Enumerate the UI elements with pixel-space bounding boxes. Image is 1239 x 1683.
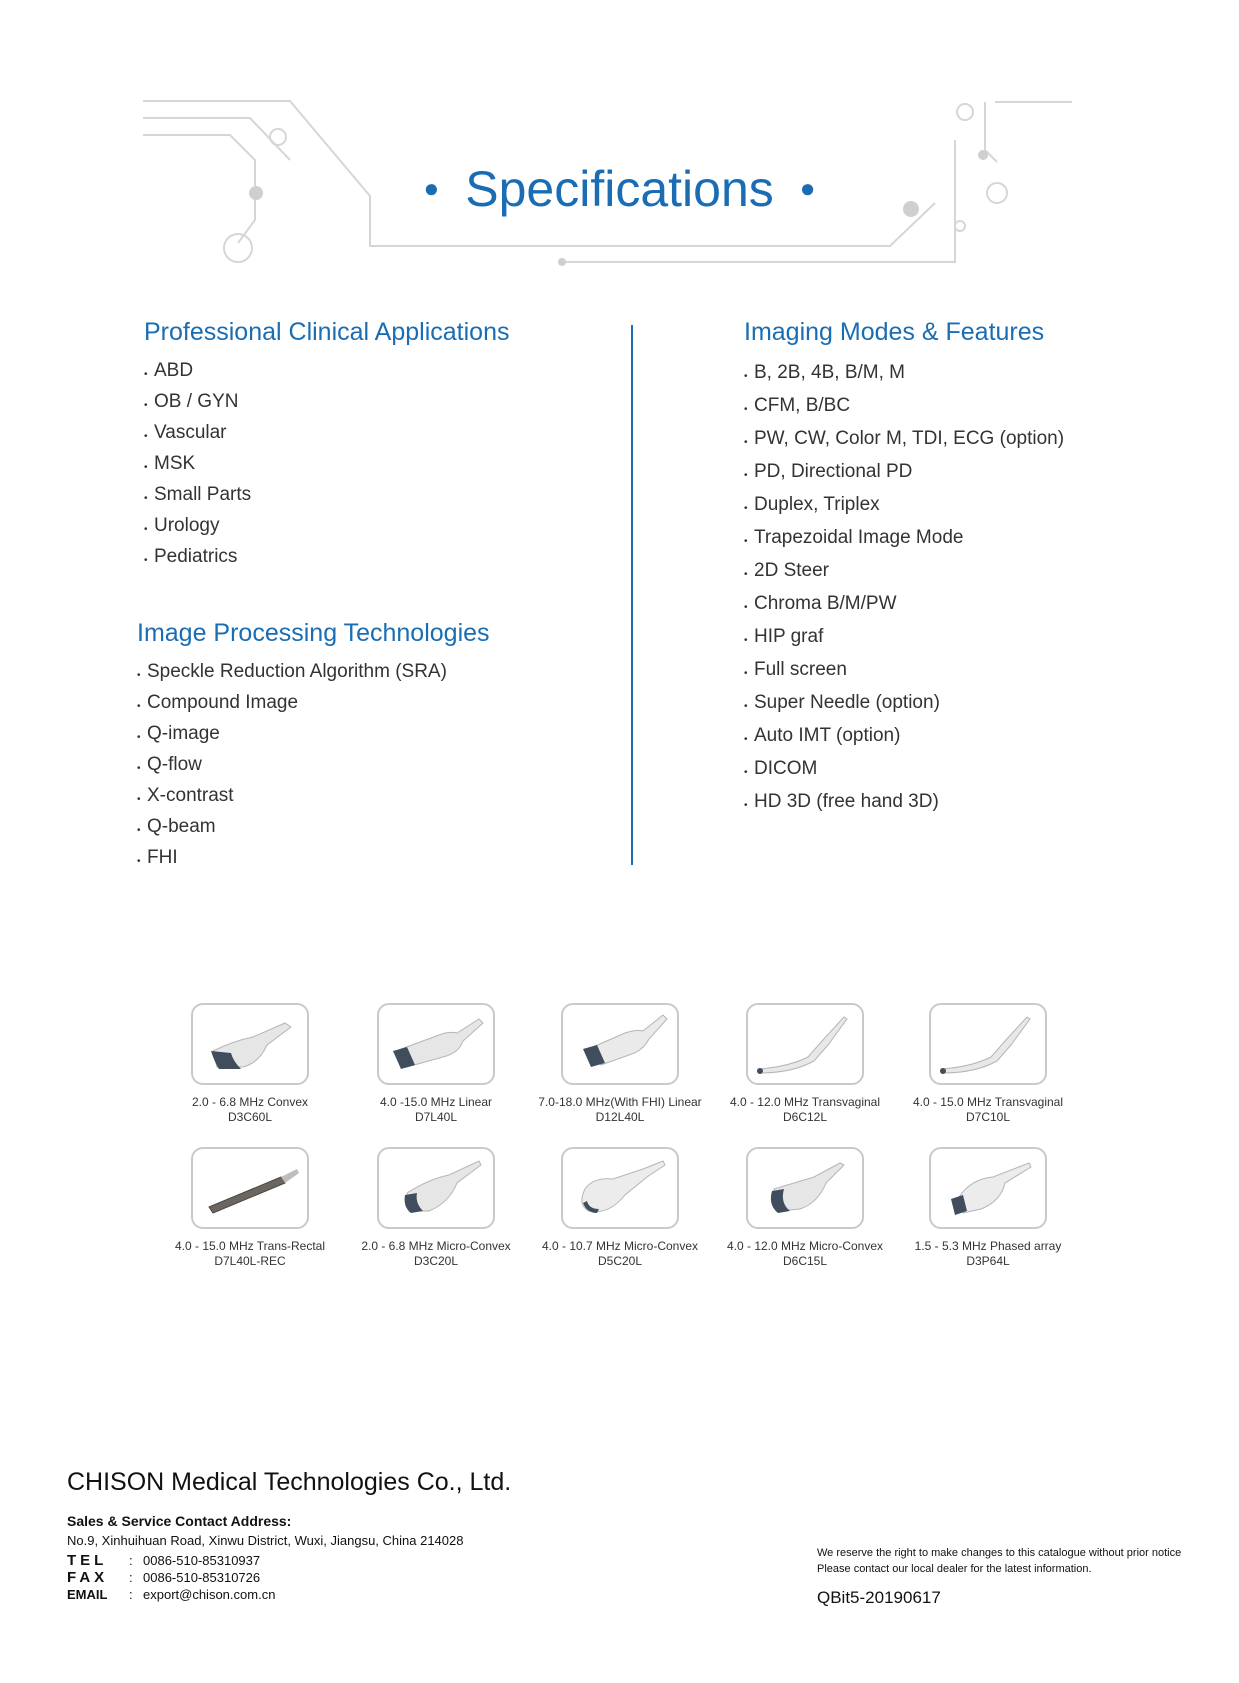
micro-convex-probe-icon	[746, 1147, 864, 1229]
clinical-heading: Professional Clinical Applications	[144, 318, 510, 346]
email-value: export@chison.com.cn	[143, 1587, 276, 1602]
notice-block	[817, 1545, 1181, 1577]
probe-card	[341, 1147, 531, 1269]
tel-label: TEL	[67, 1552, 108, 1569]
transvaginal-probe-icon	[929, 1003, 1047, 1085]
probe-model: D7L40L	[414, 1110, 458, 1124]
list-item: • Chroma B/M/PW	[744, 587, 1064, 620]
transrectal-probe-icon	[191, 1147, 309, 1229]
list-item: • MSK	[144, 448, 251, 479]
list-item: • Full screen	[744, 653, 1064, 686]
notice-line: We reserve the right to make changes to this catalogue without prior notice	[817, 1547, 1182, 1559]
list-item: • Q-image	[137, 718, 447, 749]
list-item: • CFM, B/BC	[744, 389, 1064, 422]
probe-spec: 4.0 - 10.7 MHz Micro-Convex	[541, 1239, 699, 1253]
fax-label: FAX	[67, 1569, 109, 1586]
probe-card	[155, 1147, 345, 1269]
probe-spec: 4.0 - 15.0 MHz Transvaginal	[912, 1095, 1064, 1109]
probe-card	[893, 1147, 1083, 1269]
list-item: • ABD	[144, 355, 251, 386]
page-title-text: Specifications	[465, 161, 774, 217]
page-title	[0, 160, 1239, 218]
probe-spec: 4.0 - 12.0 MHz Transvaginal	[729, 1095, 881, 1109]
clinical-list	[144, 355, 251, 572]
phased-array-probe-icon	[929, 1147, 1047, 1229]
probe-spec: 1.5 - 5.3 MHz Phased array	[914, 1239, 1062, 1253]
title-dot-right-icon: ●	[799, 173, 816, 204]
probe-model: D6C15L	[782, 1254, 828, 1268]
list-item: • Super Needle (option)	[744, 686, 1064, 719]
list-item: • Pediatrics	[144, 541, 251, 572]
list-item: • Urology	[144, 510, 251, 541]
column-divider	[631, 325, 633, 865]
list-item: • Vascular	[144, 417, 251, 448]
list-item: • OB / GYN	[144, 386, 251, 417]
probe-card	[155, 1003, 345, 1125]
probe-model: D12L40L	[595, 1110, 645, 1124]
probe-model: D3P64L	[966, 1254, 1010, 1268]
catalogue-code: QBit5-20190617	[817, 1588, 941, 1607]
list-item: • Trapezoidal Image Mode	[744, 521, 1064, 554]
probe-spec: 4.0 - 15.0 MHz Trans-Rectal	[174, 1239, 326, 1253]
linear-probe-icon	[561, 1003, 679, 1085]
transvaginal-probe-icon	[746, 1003, 864, 1085]
list-item: • X-contrast	[137, 780, 447, 811]
list-item: • Small Parts	[144, 479, 251, 510]
contact-heading: Sales & Service Contact Address:	[67, 1513, 292, 1529]
processing-list	[137, 656, 447, 873]
probe-model: D7L40L-REC	[214, 1254, 286, 1268]
notice-line: Please contact our local dealer for the latest information.	[817, 1563, 1092, 1575]
address: No.9, Xinhuihuan Road, Xinwu District, Wuxi, Jiangsu, China 214028	[67, 1533, 464, 1548]
list-item: • PD, Directional PD	[744, 455, 1064, 488]
list-item: • HIP graf	[744, 620, 1064, 653]
micro-convex-probe-icon	[561, 1147, 679, 1229]
probe-model: D6C12L	[782, 1110, 828, 1124]
linear-probe-icon	[377, 1003, 495, 1085]
probe-card	[341, 1003, 531, 1125]
title-dot-left-icon: ●	[423, 173, 440, 204]
list-item: • HD 3D (free hand 3D)	[744, 785, 1064, 818]
list-item: • Speckle Reduction Algorithm (SRA)	[137, 656, 447, 687]
probe-card	[893, 1003, 1083, 1125]
probe-model: D3C60L	[227, 1110, 273, 1124]
modes-list	[744, 356, 1064, 818]
list-item: • PW, CW, Color M, TDI, ECG (option)	[744, 422, 1064, 455]
convex-probe-icon	[191, 1003, 309, 1085]
probe-spec: 2.0 - 6.8 MHz Convex	[191, 1095, 309, 1109]
micro-convex-probe-icon	[377, 1147, 495, 1229]
list-item: • Compound Image	[137, 687, 447, 718]
probe-spec: 4.0 - 12.0 MHz Micro-Convex	[726, 1239, 884, 1253]
list-item: • B, 2B, 4B, B/M, M	[744, 356, 1064, 389]
list-item: • DICOM	[744, 752, 1064, 785]
probe-spec: 7.0-18.0 MHz(With FHI) Linear	[538, 1095, 702, 1109]
probe-spec: 2.0 - 6.8 MHz Micro-Convex	[361, 1239, 511, 1253]
processing-heading: Image Processing Technologies	[137, 619, 490, 647]
probe-model: D7C10L	[965, 1110, 1011, 1124]
list-item: • Auto IMT (option)	[744, 719, 1064, 752]
list-item: • Q-flow	[137, 749, 447, 780]
email-label: EMAIL	[67, 1587, 108, 1602]
probe-spec: 4.0 -15.0 MHz Linear	[379, 1095, 493, 1109]
tel-value: 0086-510-85310937	[143, 1553, 261, 1568]
list-item: • FHI	[137, 842, 447, 873]
list-item: • Duplex, Triplex	[744, 488, 1064, 521]
probe-card	[710, 1003, 900, 1125]
modes-heading: Imaging Modes & Features	[744, 318, 1045, 346]
fax-value: 0086-510-85310726	[143, 1570, 261, 1585]
probe-card	[525, 1147, 715, 1269]
probe-card	[710, 1147, 900, 1269]
list-item: • 2D Steer	[744, 554, 1064, 587]
list-item: • Q-beam	[137, 811, 447, 842]
company-name: CHISON Medical Technologies Co., Ltd.	[67, 1468, 512, 1496]
probe-card	[525, 1003, 715, 1125]
contact-block: Sales & Service Contact Address: No.9, Xinhuihuan Road, Xinwu District, Wuxi, Jiangsu, China 214028 TEL : 0086-510-85310937 FAX : 0086-510-85310726 EMAIL : export@chison.com.cn	[67, 1513, 464, 1602]
probe-model: D3C20L	[413, 1254, 459, 1268]
probe-model: D5C20L	[597, 1254, 643, 1268]
